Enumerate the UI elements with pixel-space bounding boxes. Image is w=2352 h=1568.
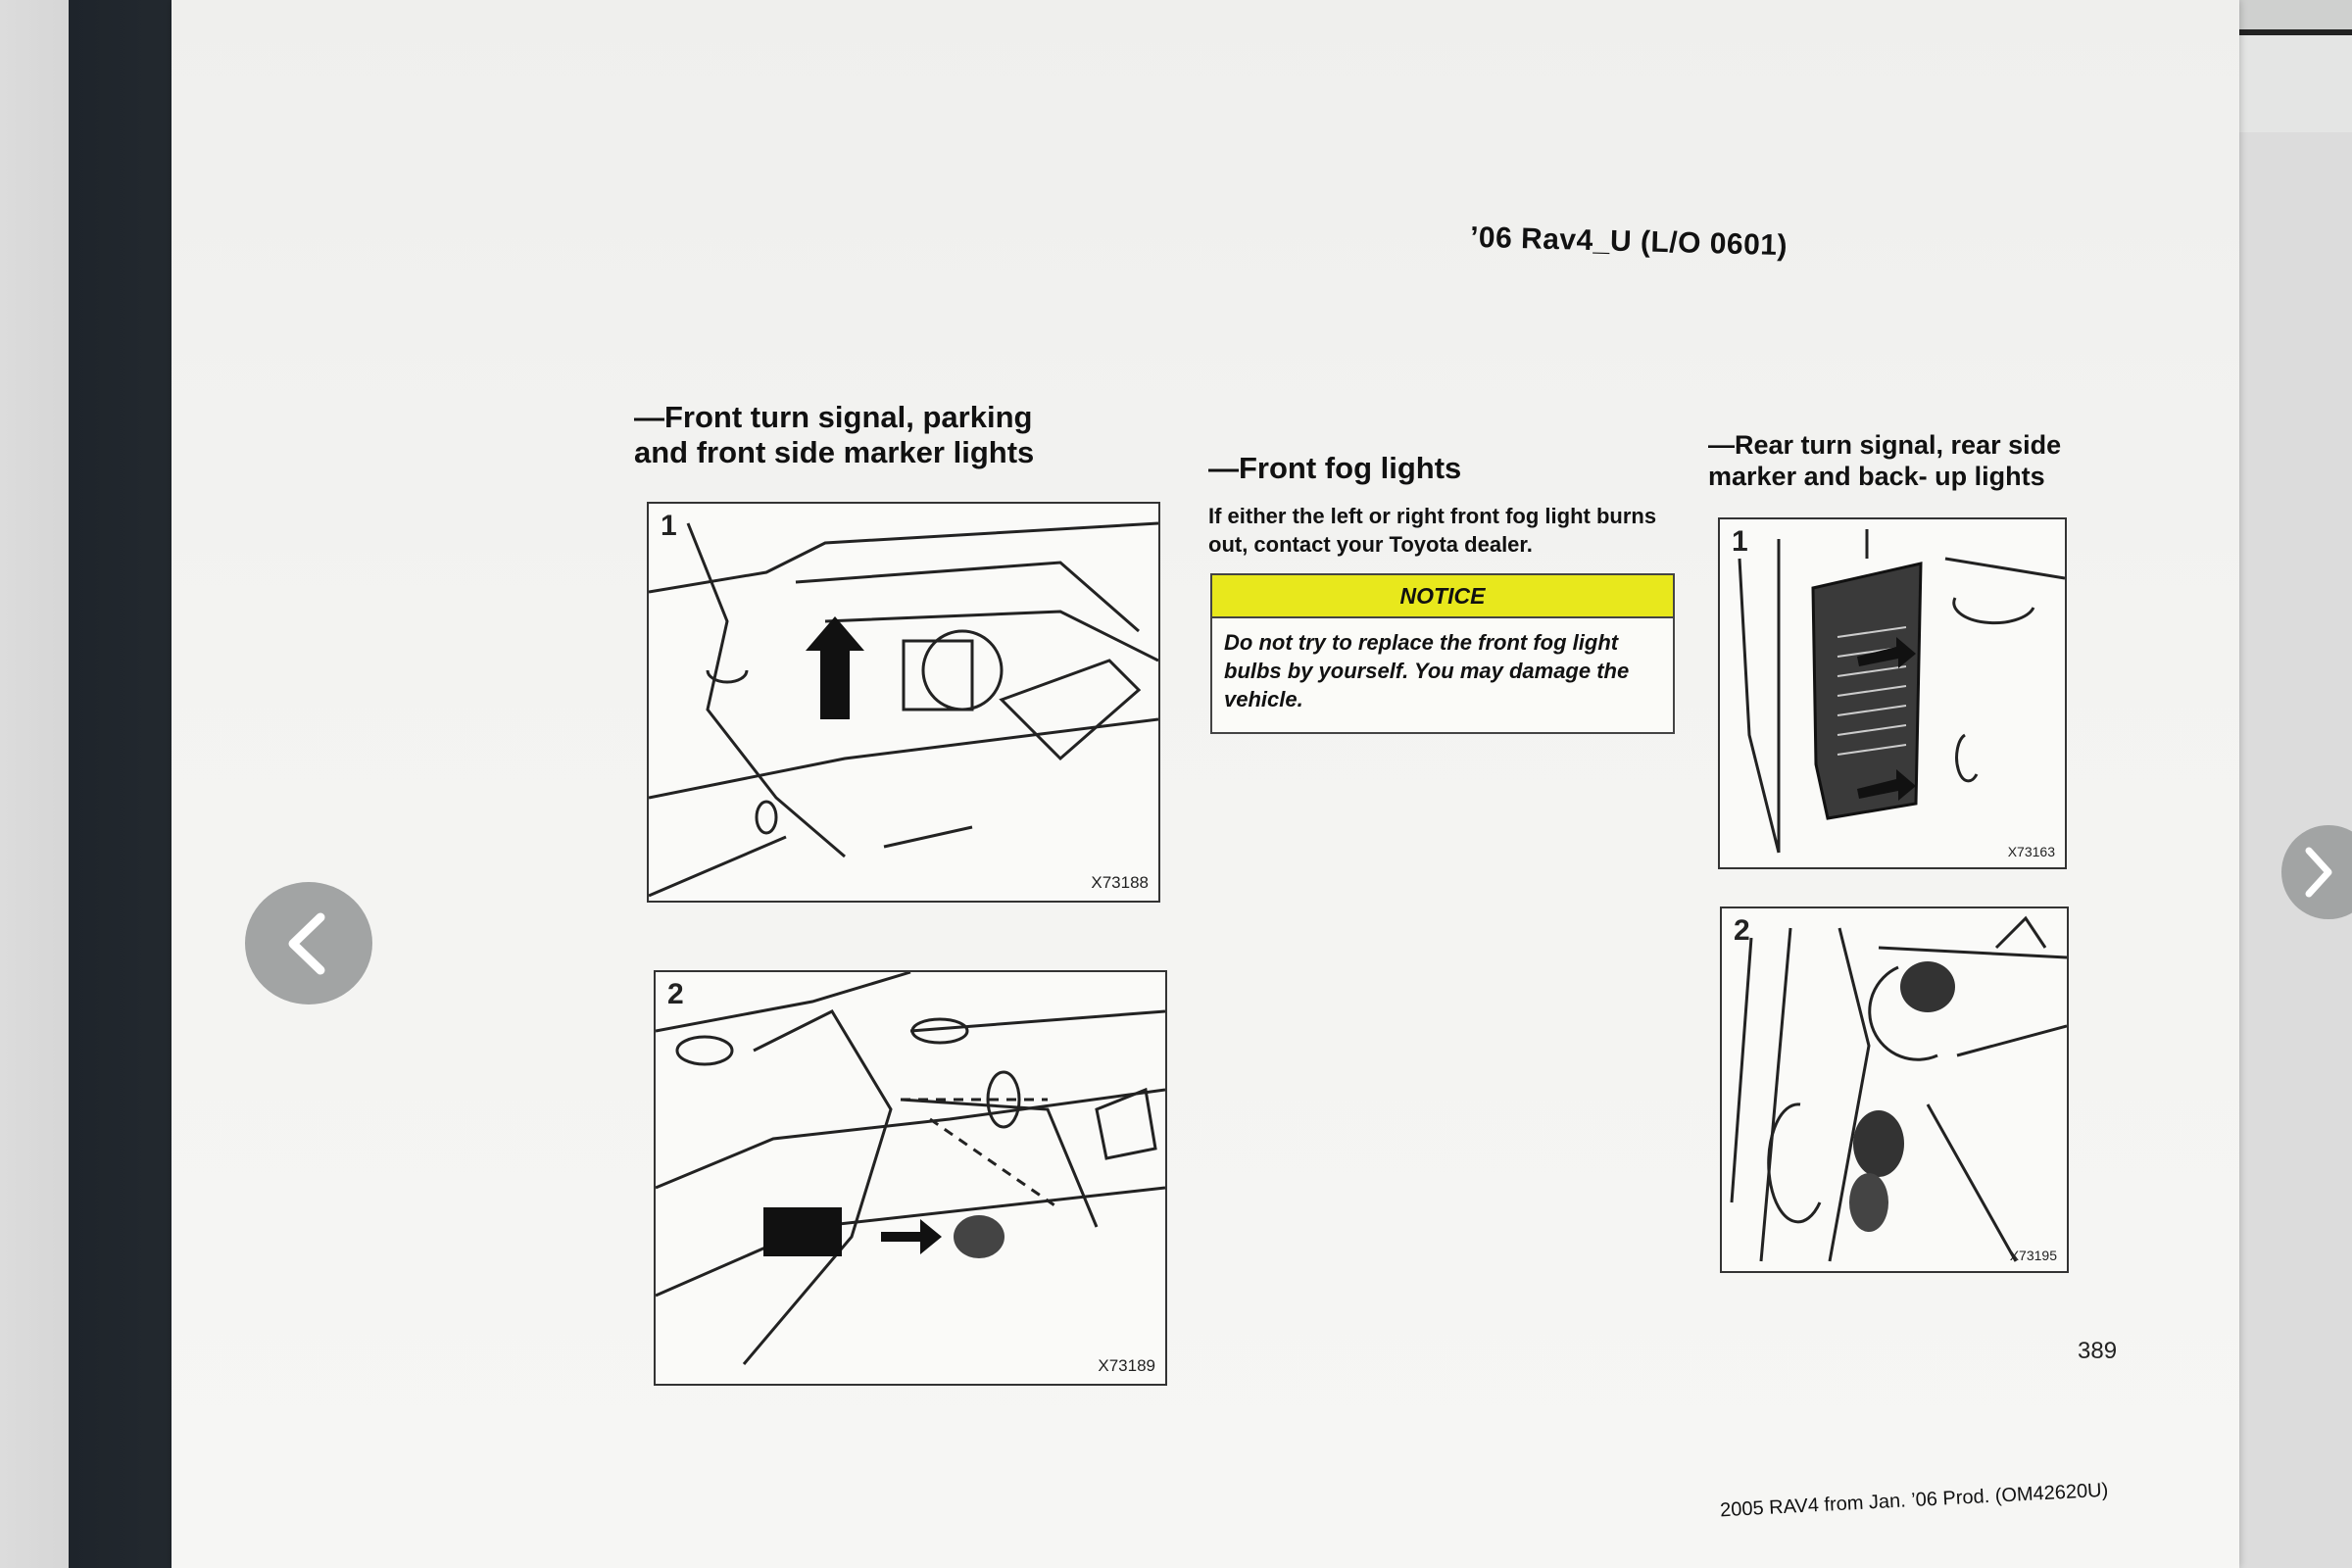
page-header: ’06 Rav4_U (L/O 0601) [1469, 220, 1788, 263]
chevron-right-icon [2299, 845, 2338, 900]
chevron-left-icon [279, 909, 338, 978]
figure-number: 1 [661, 510, 677, 542]
figure-rear-1 [1718, 517, 2067, 869]
screen-bezel [0, 0, 172, 1568]
rear-2-illustration [1722, 908, 2067, 1271]
rear-1-illustration [1720, 519, 2065, 867]
figure-rear-2 [1720, 906, 2069, 1273]
front-turn-1-illustration [649, 504, 1158, 901]
fog-lights-text: If either the left or right front fog light burns out, contact your Toyota dealer. [1208, 504, 1657, 557]
page-number: 389 [2078, 1338, 2118, 1364]
figure-number: 2 [1734, 914, 1750, 947]
fog-lights-title: —Front fog lights [1208, 451, 1462, 485]
figure-front-turn-1 [647, 502, 1160, 903]
figure-code: X73163 [2007, 844, 2055, 859]
rear-lights-title: —Rear turn signal, rear side marker and back- up lights [1708, 430, 2062, 491]
figure-code: X73188 [1091, 873, 1149, 892]
document-viewer [172, 0, 2352, 1568]
figure-code: X73195 [2009, 1248, 2057, 1263]
front-turn-title: —Front turn signal, parking and front side marker lights [634, 400, 1035, 469]
manual-page [172, 0, 2239, 1568]
figure-number: 1 [1732, 525, 1748, 558]
notice-box [1210, 573, 1675, 734]
figure-code: X73189 [1098, 1356, 1155, 1375]
page-footer: 2005 RAV4 from Jan. ’06 Prod. (OM42620U) [1719, 1479, 2109, 1522]
previous-page-button[interactable] [245, 882, 372, 1004]
notice-text: Do not try to replace the front fog light bulbs by yourself. You may damage the vehicle. [1224, 630, 1630, 711]
figure-front-turn-2 [654, 970, 1167, 1386]
figure-number: 2 [667, 978, 684, 1010]
notice-heading: NOTICE [1212, 575, 1673, 618]
front-turn-2-illustration [656, 972, 1165, 1384]
